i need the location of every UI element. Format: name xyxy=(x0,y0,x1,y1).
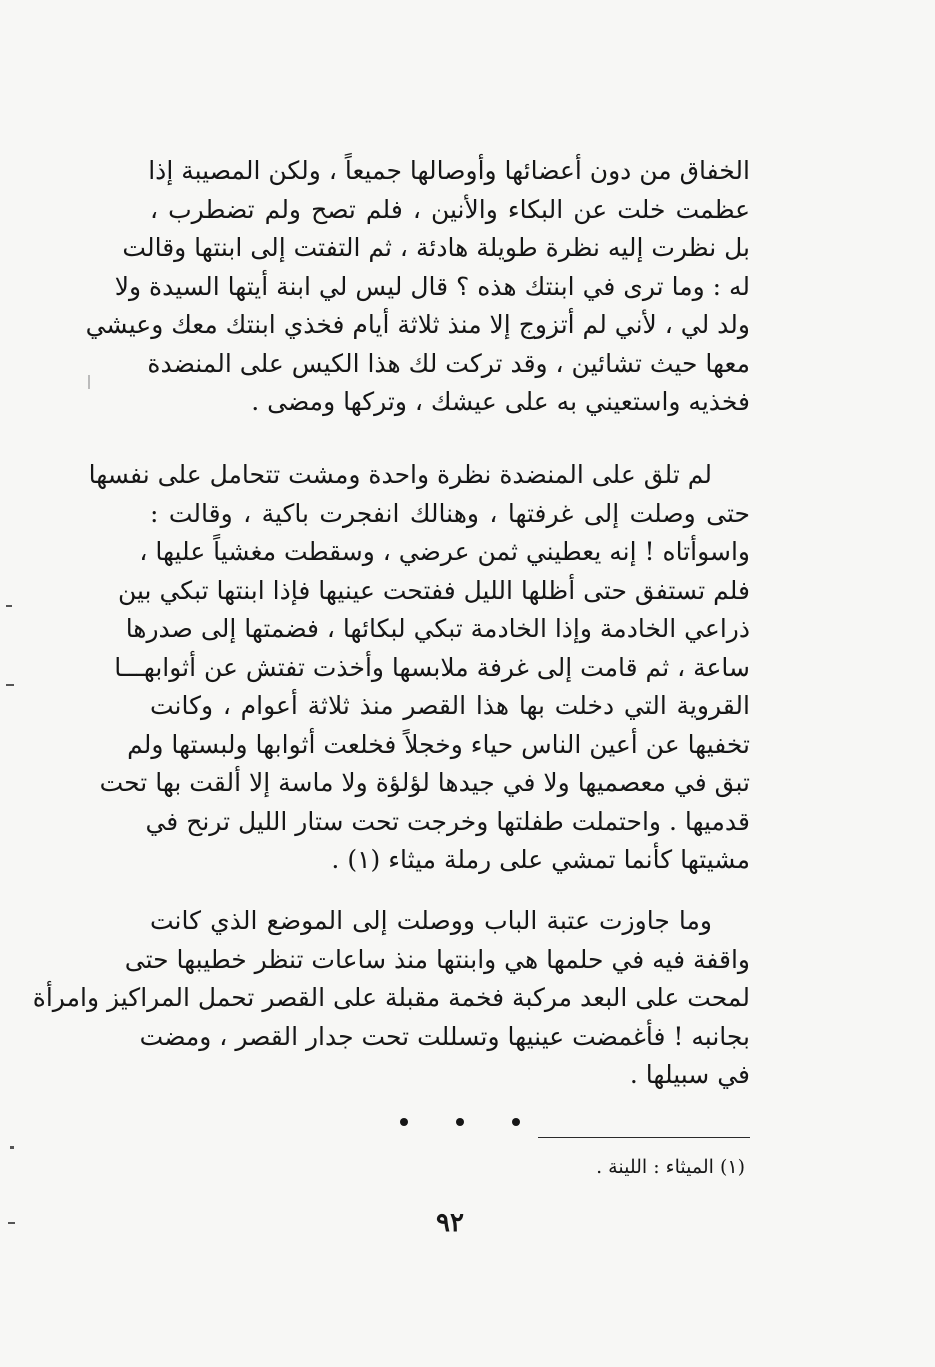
text-line: له : وما ترى في ابنتك هذه ؟ قال ليس لي ابنة أيتها السيدة ولا xyxy=(114,271,750,301)
page-number: ٩٢ xyxy=(436,1208,464,1238)
section-separator xyxy=(400,1112,520,1132)
paragraph-2 xyxy=(88,456,750,880)
text-line: تخفيها عن أعين الناس حياء وخجلاً فخلعت أثوابها ولبستها ولم xyxy=(127,729,750,759)
separator-dot xyxy=(400,1118,408,1126)
text-line: واقفة فيه في حلمها هي وابنتها منذ ساعات تنظر خطيبها حتى xyxy=(124,944,750,974)
text-line: عظمت خلت عن البكاء والأنين ، فلم تصح ولم تضطرب ، xyxy=(150,194,750,224)
text-line: واسوأتاه ! إنه يعطيني ثمن عرضي ، وسقطت مغشياً عليها ، xyxy=(139,537,750,566)
text-line: القروية التي دخلت بها هذا القصر منذ ثلاثة أعوام ، وكانت xyxy=(150,691,750,720)
text-line: مشيتها كأنما تمشي على رملة ميثاء (١) . xyxy=(331,845,750,874)
paragraph-3 xyxy=(32,902,750,1095)
text-line: الخفاق من دون أعضائها وأوصالها جميعاً ، ولكن المصيبة إذا xyxy=(148,156,750,185)
text-line: بجانبه ! فأغمضت عينيها وتسللت تحت جدار القصر ، ومضت xyxy=(139,1021,750,1051)
text-line: بل نظرت إليه نظرة طويلة هادئة ، ثم التفتت إلى ابنتها وقالت xyxy=(122,233,750,262)
footnote: (١) الميثاء : اللينة . xyxy=(596,1156,745,1178)
text-line: تبق في معصميها ولا في جيدها لؤلؤة ولا ماسة إلا ألقت بها تحت xyxy=(99,768,750,797)
scan-mark xyxy=(6,605,12,607)
text-line: فخذيه واستعيني به على عيشك ، وتركها ومضى . xyxy=(251,387,750,416)
text-line: وما جاوزت عتبة الباب ووصلت إلى الموضع الذي كانت xyxy=(150,906,712,935)
text-line: ولد لي ، لأني لم أتزوج إلا منذ ثلاثة أيام فخذي ابنتك معك وعيشي xyxy=(85,310,750,339)
scan-mark xyxy=(6,684,14,686)
separator-dot xyxy=(512,1118,520,1126)
scan-mark xyxy=(10,1146,14,1149)
text-line: فلم تستفق حتى أظلها الليل ففتحت عينيها فإذا ابنتها تبكي بين xyxy=(117,575,750,605)
text-line: حتى وصلت إلى غرفتها ، وهنالك انفجرت باكية ، وقالت : xyxy=(150,498,750,528)
text-line: في سبيلها . xyxy=(629,1060,750,1089)
scan-mark xyxy=(8,1222,15,1224)
text-line: ساعة ، ثم قامت إلى غرفة ملابسها وأخذت تفتش عن أثوابهـــا xyxy=(114,652,750,682)
separator-dot xyxy=(456,1118,464,1126)
footnote-rule xyxy=(538,1137,750,1138)
text-line: قدميها . واحتملت طفلتها وخرجت تحت ستار الليل ترنح في xyxy=(145,806,750,836)
text-line: لم تلق على المنضدة نظرة واحدة ومشت تتحامل على نفسها xyxy=(88,460,712,489)
paragraph-1 xyxy=(85,152,750,422)
text-line: ذراعي الخادمة وإذا الخادمة تبكي لبكائها ، فضمتها إلى صدرها xyxy=(125,614,750,643)
text-line: معها حيث تشائين ، وقد تركت لك هذا الكيس على المنضدة xyxy=(147,348,750,378)
scan-mark xyxy=(88,375,90,389)
text-line: لمحت على البعد مركبة فخمة مقبلة على القصر تحمل المراكيز وامرأة xyxy=(32,983,750,1012)
